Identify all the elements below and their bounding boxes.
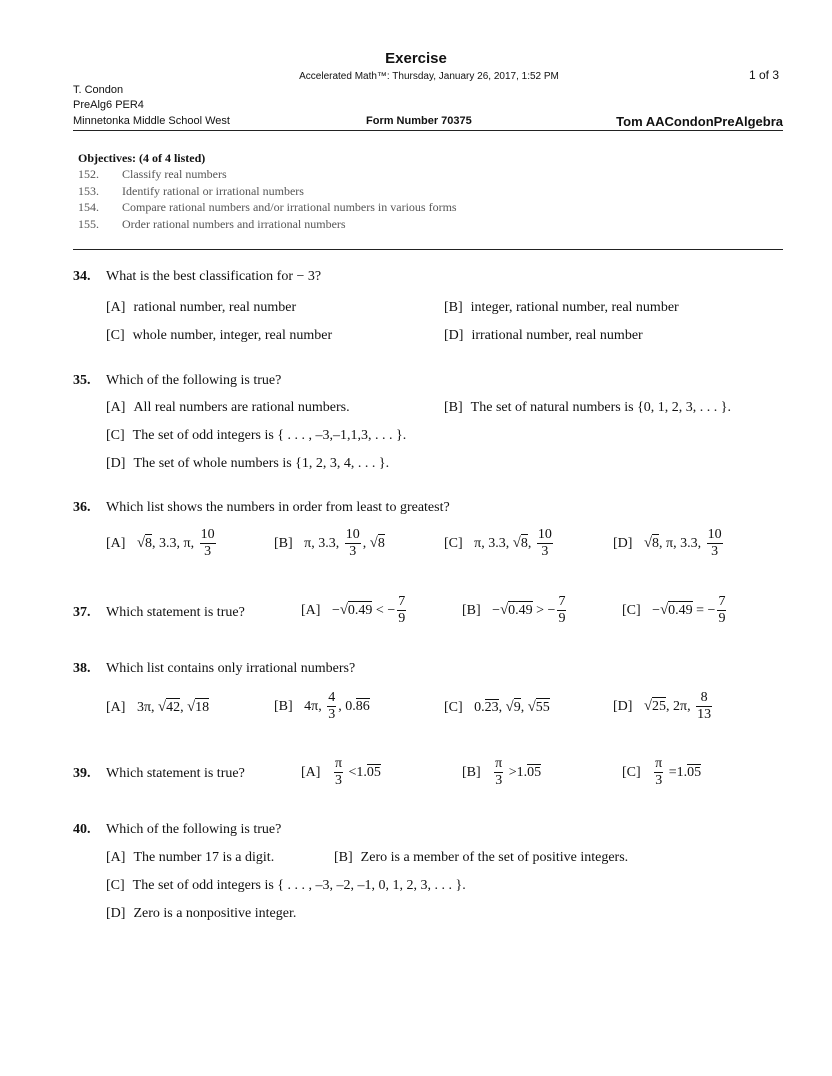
question-text: Which statement is true? <box>106 605 245 620</box>
choice-37-b[interactable]: [B] −√0.49 > − $\frac{7}{9}$ <box>462 594 566 627</box>
sqrt-8: √8 <box>643 535 659 552</box>
objectives-heading: Objectives: (4 of 4 listed) <box>78 151 206 165</box>
choice-38-d[interactable]: [D] √25, 2π, $\frac{8}{13}$ <box>613 690 712 723</box>
choice-label: [A] <box>301 602 321 618</box>
sqrt-0-49: √0.49 <box>339 602 373 619</box>
choice-text: Zero is a nonpositive integer. <box>133 906 297 921</box>
choice-text: The number 17 is a digit. <box>133 850 275 865</box>
choice-label: [A] <box>106 850 126 865</box>
choice-34-d[interactable] <box>444 328 643 344</box>
sqrt-9: √9 <box>505 699 521 715</box>
fraction-7-9: $\frac{7}{9}$ <box>558 594 566 627</box>
choice-text: The set of odd integers is { . . . , –3,–1,1,3, . . . }. <box>132 428 407 443</box>
choice-text: integer, rational number, real number <box>470 300 679 315</box>
question-36 <box>73 500 450 516</box>
objective-text: Compare rational numbers and/or irrational numbers in various forms <box>122 200 457 214</box>
choice-label: [C] <box>444 700 463 715</box>
class-period: PreAlg6 PER4 <box>73 99 144 111</box>
choice-label: [B] <box>334 850 353 865</box>
objective-item <box>78 200 457 215</box>
choice-35-d[interactable] <box>106 456 389 472</box>
question-text: Which of the following is true? <box>106 373 282 388</box>
choice-label: [D] <box>106 456 126 471</box>
question-number: 36. <box>73 500 91 515</box>
fraction-7-9: $\frac{7}{9}$ <box>398 594 406 627</box>
question-34 <box>73 269 321 285</box>
sqrt-42: √42 <box>158 699 181 715</box>
choice-35-c[interactable] <box>106 428 406 444</box>
question-text: Which list contains only irrational numbers? <box>106 661 356 676</box>
sqrt-55: √55 <box>527 699 550 715</box>
question-38 <box>73 661 355 677</box>
choice-label: [C] <box>106 328 125 343</box>
choice-36-b[interactable]: [B] π, 3.3, $\frac{10}{3}$ , √8 <box>274 527 385 560</box>
choice-39-a[interactable]: [A] $\frac{\pi}{3}$ <1.05 <box>301 756 381 789</box>
fraction-4-3: $\frac{4}{3}$ <box>328 690 336 723</box>
school-name: Minnetonka Middle School West <box>73 115 230 127</box>
choice-label: [D] <box>613 535 633 551</box>
question-37 <box>73 605 245 621</box>
repeating-decimal: 1.05 <box>516 764 542 780</box>
choice-label: [B] <box>462 764 481 780</box>
fraction-10-3: $\frac{10}{3}$ <box>345 527 360 560</box>
question-40 <box>73 822 281 838</box>
sqrt-18: √18 <box>187 699 210 715</box>
choice-40-c[interactable] <box>106 878 466 894</box>
choice-label: [A] <box>106 535 126 551</box>
choice-label: [C] <box>106 878 125 893</box>
choice-label: [B] <box>274 535 293 551</box>
form-number: Form Number 70375 <box>366 115 472 127</box>
choice-label: [A] <box>106 300 126 315</box>
choice-36-c[interactable]: [C] π, 3.3, √8, $\frac{10}{3}$ <box>444 527 552 560</box>
sqrt-0-49: √0.49 <box>660 602 693 619</box>
page-number: 1 of 3 <box>748 68 779 82</box>
question-number: 37. <box>73 605 91 620</box>
class-name: Tom AACondonPreAlgebra <box>616 114 783 129</box>
question-text: What is the best classification for − 3? <box>106 269 322 284</box>
page-title: Exercise <box>385 50 447 67</box>
repeating-decimal: 0.86 <box>345 698 370 714</box>
repeating-decimal: 0.23 <box>474 700 499 715</box>
choice-38-c[interactable]: [C] 0.23, √9, √55 <box>444 699 550 715</box>
choice-36-d[interactable]: [D] √8, π, 3.3, $\frac{10}{3}$ <box>613 527 722 560</box>
choice-39-c[interactable]: [C] $\frac{\pi}{3}$ =1.05 <box>622 756 702 789</box>
choice-label: [C] <box>444 535 463 551</box>
objective-item <box>78 217 346 232</box>
objective-number: 154. <box>78 200 99 214</box>
choice-label: [A] <box>106 400 126 415</box>
choice-label: [A] <box>301 764 321 780</box>
choice-40-b[interactable] <box>334 850 628 866</box>
choice-40-d[interactable] <box>106 906 296 922</box>
choice-label: [D] <box>106 906 126 921</box>
choice-label: [C] <box>106 428 125 443</box>
choice-37-a[interactable]: [A] −√0.49 < − $\frac{7}{9}$ <box>301 594 406 627</box>
choice-text: irrational number, real number <box>471 328 643 343</box>
objective-number: 152. <box>78 167 99 181</box>
objective-text: Classify real numbers <box>122 167 227 181</box>
repeating-decimal: 1.05 <box>676 764 702 780</box>
sqrt-8: √8 <box>512 535 528 552</box>
choice-label: [B] <box>274 698 293 714</box>
objective-number: 155. <box>78 217 99 231</box>
choice-text: whole number, integer, real number <box>132 328 333 343</box>
sqrt-8: √8 <box>136 535 152 552</box>
fraction-pi-3: $\frac{\pi}{3}$ <box>655 756 663 789</box>
choice-label: [B] <box>462 602 481 618</box>
choice-40-a[interactable] <box>106 850 274 866</box>
question-number: 38. <box>73 661 91 676</box>
repeating-decimal: 1.05 <box>356 764 381 780</box>
choice-label: [D] <box>444 328 464 343</box>
fraction-7-9: $\frac{7}{9}$ <box>718 594 726 627</box>
choice-34-b[interactable] <box>444 300 679 316</box>
report-subtitle: Accelerated Math™: Thursday, January 26, 2017, 1:52 PM <box>299 71 559 82</box>
choice-text: rational number, real number <box>133 300 297 315</box>
question-text: Which list shows the numbers in order from least to greatest? <box>106 500 450 515</box>
objective-text: Identify rational or irrational numbers <box>122 184 304 198</box>
choice-39-b[interactable]: [B] $\frac{\pi}{3}$ >1.05 <box>462 756 542 789</box>
choice-label: [B] <box>444 300 463 315</box>
question-35 <box>73 373 281 389</box>
question-39 <box>73 766 245 782</box>
choice-38-a[interactable]: [A] 3π, √42, √18 <box>106 699 210 715</box>
fraction-pi-3: $\frac{\pi}{3}$ <box>334 756 343 789</box>
choice-text: The set of whole numbers is {1, 2, 3, 4, . . . }. <box>133 456 390 471</box>
choice-label: [D] <box>613 698 633 714</box>
fraction-pi-3: $\frac{\pi}{3}$ <box>495 756 503 789</box>
choice-text: Zero is a member of the set of positive integers. <box>360 850 629 865</box>
objective-text: Order rational numbers and irrational numbers <box>122 217 346 231</box>
choice-35-b[interactable] <box>444 400 731 416</box>
sqrt-8: √8 <box>369 535 385 552</box>
choice-34-a[interactable] <box>106 300 296 316</box>
choice-text: The set of natural numbers is {0, 1, 2, 3, . . . }. <box>470 400 732 415</box>
fraction-10-3: $\frac{10}{3}$ <box>200 527 215 560</box>
objective-number: 153. <box>78 184 99 198</box>
question-number: 34. <box>73 269 91 284</box>
choice-34-c[interactable] <box>106 328 332 344</box>
sqrt-25: √25 <box>643 698 666 715</box>
choice-label: [A] <box>106 700 126 715</box>
choice-text: All real numbers are rational numbers. <box>133 400 350 415</box>
question-text: Which statement is true? <box>106 766 245 781</box>
question-number: 39. <box>73 766 91 781</box>
choice-37-c[interactable]: [C] −√0.49 = − $\frac{7}{9}$ <box>622 594 726 627</box>
objective-item <box>78 184 304 199</box>
choice-35-a[interactable] <box>106 400 350 416</box>
question-number: 35. <box>73 373 91 388</box>
choice-36-a[interactable]: [A] √8, 3.3, π, $\frac{10}{3}$ <box>106 527 215 560</box>
sqrt-0-49: √0.49 <box>500 602 533 619</box>
choice-label: [C] <box>622 602 641 618</box>
fraction-8-13: $\frac{8}{13}$ <box>697 690 712 723</box>
choice-38-b[interactable]: [B] 4π, $\frac{4}{3}$ , 0.86 <box>274 690 370 723</box>
fraction-10-3: $\frac{10}{3}$ <box>537 527 552 560</box>
header-divider <box>73 130 783 131</box>
fraction-10-3: $\frac{10}{3}$ <box>707 527 722 560</box>
teacher-name: T. Condon <box>73 84 124 96</box>
question-number: 40. <box>73 822 91 837</box>
objectives-divider <box>73 249 783 250</box>
choice-text: The set of odd integers is { . . . , –3, –2, –1, 0, 1, 2, 3, . . . }. <box>132 878 466 893</box>
choice-label: [B] <box>444 400 463 415</box>
objective-item <box>78 167 227 182</box>
question-text: Which of the following is true? <box>106 822 282 837</box>
choice-label: [C] <box>622 764 641 780</box>
